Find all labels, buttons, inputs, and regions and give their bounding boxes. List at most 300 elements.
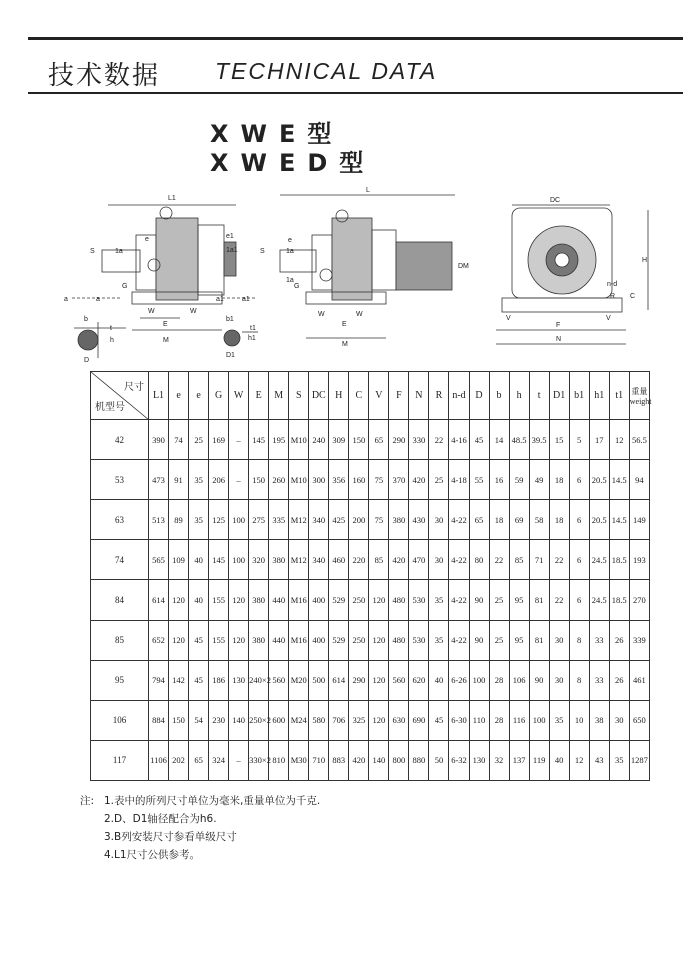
table-cell: 529 — [329, 620, 349, 660]
column-header: n-d — [449, 372, 469, 420]
table-cell: 54 — [189, 700, 209, 740]
table-cell: 25 — [429, 460, 449, 500]
table-cell: M20 — [289, 660, 309, 700]
table-cell: 40 — [189, 540, 209, 580]
table-row — [91, 540, 650, 580]
note-item: 1.表中的所列尺寸单位为毫米,重量单位为千克. — [104, 795, 321, 807]
model-number-cell: 117 — [91, 740, 149, 780]
svg-text:S: S — [260, 248, 265, 255]
model-number-cell: 106 — [91, 700, 149, 740]
table-cell: 65 — [369, 420, 389, 460]
table-cell: 500 — [309, 660, 329, 700]
table-cell: 69 — [509, 500, 529, 540]
table-cell: 6-26 — [449, 660, 469, 700]
table-cell: 150 — [349, 420, 369, 460]
table-cell: 155 — [209, 620, 229, 660]
table-cell: 390 — [149, 420, 169, 460]
svg-text:n-d: n-d — [607, 281, 618, 288]
table-cell: 22 — [549, 540, 569, 580]
table-cell: 145 — [249, 420, 269, 460]
table-cell: 119 — [529, 740, 549, 780]
table-cell: 145 — [209, 540, 229, 580]
table-cell: 400 — [309, 620, 329, 660]
table-cell: 45 — [189, 660, 209, 700]
table-cell: 800 — [389, 740, 409, 780]
note-item: 2.D、D1轴径配合为h6. — [104, 813, 217, 825]
table-cell: 140 — [369, 740, 389, 780]
table-cell: 6-30 — [449, 700, 469, 740]
table-cell: 6 — [569, 540, 589, 580]
table-cell: 430 — [409, 500, 429, 540]
table-cell: 160 — [349, 460, 369, 500]
table-cell: 335 — [269, 500, 289, 540]
table-cell: – — [229, 740, 249, 780]
table-cell: 150 — [249, 460, 269, 500]
model-number-cell: 85 — [91, 620, 149, 660]
model-number-cell: 84 — [91, 580, 149, 620]
table-cell: 440 — [269, 580, 289, 620]
svg-text:W: W — [190, 308, 197, 315]
column-header: N — [409, 372, 429, 420]
drawing-xwed-side-view — [280, 195, 455, 338]
table-cell: 32 — [489, 740, 509, 780]
header-title-cn: 技术数据 — [48, 61, 161, 91]
table-cell: 340 — [309, 540, 329, 580]
table-cell: 39.5 — [529, 420, 549, 460]
table-cell: 250×2 — [249, 700, 269, 740]
table-cell: 270 — [629, 580, 649, 620]
table-row — [91, 740, 650, 780]
table-cell: 55 — [469, 460, 489, 500]
svg-text:DM: DM — [458, 263, 469, 270]
table-cell: 50 — [429, 740, 449, 780]
svg-text:D: D — [84, 357, 90, 364]
table-cell: 81 — [529, 620, 549, 660]
table-cell: 560 — [269, 660, 289, 700]
table-cell: 45 — [189, 620, 209, 660]
table-cell: 380 — [249, 620, 269, 660]
svg-text:E: E — [163, 321, 168, 328]
table-cell: 90 — [469, 620, 489, 660]
table-cell: 38 — [589, 700, 609, 740]
table-cell: 45 — [469, 420, 489, 460]
svg-text:t1: t1 — [250, 325, 256, 332]
table-cell: 320 — [249, 540, 269, 580]
table-cell: 120 — [229, 620, 249, 660]
table-cell: 120 — [229, 580, 249, 620]
table-cell: 1106 — [149, 740, 169, 780]
table-cell: 35 — [429, 620, 449, 660]
table-cell: 33 — [589, 660, 609, 700]
column-header: t1 — [609, 372, 629, 420]
svg-text:M: M — [342, 341, 348, 348]
svg-text:1a: 1a — [286, 248, 294, 255]
table-cell: 6 — [569, 500, 589, 540]
table-cell: 330×2 — [249, 740, 269, 780]
table-cell: 650 — [629, 700, 649, 740]
table-cell: 195 — [269, 420, 289, 460]
table-cell: 4-16 — [449, 420, 469, 460]
table-cell: 380 — [389, 500, 409, 540]
table-cell: 4-18 — [449, 460, 469, 500]
svg-text:e1: e1 — [226, 233, 234, 240]
svg-text:V: V — [606, 315, 611, 322]
table-cell: 58 — [529, 500, 549, 540]
column-header: D1 — [549, 372, 569, 420]
notes-prefix: 注: — [80, 795, 95, 807]
table-cell: 600 — [269, 700, 289, 740]
table-cell: 59 — [509, 460, 529, 500]
table-cell: 110 — [469, 700, 489, 740]
table-cell: 16 — [489, 460, 509, 500]
technical-drawings — [50, 180, 670, 365]
table-cell: 43 — [589, 740, 609, 780]
table-cell: 14.5 — [609, 500, 629, 540]
svg-text:h1: h1 — [248, 335, 256, 342]
table-cell: 74 — [169, 420, 189, 460]
svg-text:1a1: 1a1 — [226, 247, 238, 254]
table-cell: 15 — [549, 420, 569, 460]
table-row — [91, 580, 650, 620]
table-cell: M10 — [289, 460, 309, 500]
table-cell: 6 — [569, 580, 589, 620]
column-header: e — [189, 372, 209, 420]
table-cell: 370 — [389, 460, 409, 500]
table-cell: 513 — [149, 500, 169, 540]
table-cell: 461 — [629, 660, 649, 700]
table-cell: 130 — [229, 660, 249, 700]
table-cell: 325 — [349, 700, 369, 740]
table-cell: 18 — [489, 500, 509, 540]
table-cell: 652 — [149, 620, 169, 660]
table-cell: 116 — [509, 700, 529, 740]
table-cell: 30 — [429, 540, 449, 580]
column-header: G — [209, 372, 229, 420]
table-cell: 18.5 — [609, 540, 629, 580]
column-header: C — [349, 372, 369, 420]
table-cell: 94 — [629, 460, 649, 500]
table-cell: – — [229, 420, 249, 460]
column-header: E — [249, 372, 269, 420]
table-cell: 356 — [329, 460, 349, 500]
table-cell: 35 — [189, 500, 209, 540]
table-cell: 100 — [529, 700, 549, 740]
table-row — [91, 700, 650, 740]
table-cell: 330 — [409, 420, 429, 460]
table-cell: 18.5 — [609, 580, 629, 620]
table-cell: 794 — [149, 660, 169, 700]
column-header-weight: 重量 weight — [629, 372, 649, 420]
table-cell: 290 — [349, 660, 369, 700]
column-header: b — [489, 372, 509, 420]
table-cell: 8 — [569, 620, 589, 660]
table-cell: 565 — [149, 540, 169, 580]
table-cell: 202 — [169, 740, 189, 780]
column-header: L1 — [149, 372, 169, 420]
svg-text:W: W — [148, 308, 155, 315]
table-cell: 26 — [609, 660, 629, 700]
svg-text:W: W — [318, 311, 325, 318]
table-cell: 1287 — [629, 740, 649, 780]
table-cell: 420 — [349, 740, 369, 780]
table-cell: 420 — [389, 540, 409, 580]
table-cell: 85 — [369, 540, 389, 580]
svg-text:1a: 1a — [286, 277, 294, 284]
svg-text:S: S — [90, 248, 95, 255]
table-cell: 35 — [549, 700, 569, 740]
table-cell: 186 — [209, 660, 229, 700]
table-cell: 400 — [309, 580, 329, 620]
table-cell: 440 — [269, 620, 289, 660]
table-cell: 65 — [469, 500, 489, 540]
svg-text:W: W — [356, 311, 363, 318]
table-cell: 250 — [349, 580, 369, 620]
column-header: DC — [309, 372, 329, 420]
table-cell: 22 — [489, 540, 509, 580]
svg-text:G: G — [294, 283, 300, 290]
table-cell: 480 — [389, 580, 409, 620]
table-cell: M16 — [289, 580, 309, 620]
column-header: e — [169, 372, 189, 420]
table-cell: – — [229, 460, 249, 500]
table-cell: 339 — [629, 620, 649, 660]
table-cell: 240 — [309, 420, 329, 460]
table-cell: 81 — [529, 580, 549, 620]
svg-text:H: H — [642, 257, 648, 264]
drawing-front-view — [496, 205, 648, 344]
table-cell: 71 — [529, 540, 549, 580]
table-cell: 25 — [489, 620, 509, 660]
table-cell: 420 — [409, 460, 429, 500]
corner-cell — [91, 372, 149, 420]
svg-text:e: e — [145, 236, 149, 243]
table-cell: 580 — [309, 700, 329, 740]
table-cell: 137 — [509, 740, 529, 780]
table-cell: 149 — [629, 500, 649, 540]
header-rule — [28, 92, 683, 94]
table-cell: 260 — [269, 460, 289, 500]
table-cell: 480 — [389, 620, 409, 660]
table-cell: 18 — [549, 460, 569, 500]
table-cell: 884 — [149, 700, 169, 740]
notes-list — [104, 792, 320, 864]
svg-text:D1: D1 — [226, 352, 235, 359]
table-cell: 614 — [329, 660, 349, 700]
table-cell: 240×2 — [249, 660, 269, 700]
table-cell: 200 — [349, 500, 369, 540]
table-cell: 45 — [429, 700, 449, 740]
table-cell: 614 — [149, 580, 169, 620]
corner-top-label: 尺寸 — [124, 382, 144, 393]
column-header: D — [469, 372, 489, 420]
table-cell: 30 — [549, 620, 569, 660]
table-cell: 95 — [509, 580, 529, 620]
table-cell: 85 — [509, 540, 529, 580]
column-header: S — [289, 372, 309, 420]
table-cell: 529 — [329, 580, 349, 620]
svg-text:a: a — [96, 296, 100, 303]
table-cell: M30 — [289, 740, 309, 780]
table-cell: 193 — [629, 540, 649, 580]
table-cell: 30 — [609, 700, 629, 740]
column-header: F — [389, 372, 409, 420]
table-cell: 155 — [209, 580, 229, 620]
table-cell: 25 — [489, 580, 509, 620]
table-cell: 22 — [549, 580, 569, 620]
table-cell: M10 — [289, 420, 309, 460]
table-row — [91, 500, 650, 540]
svg-text:L1: L1 — [168, 195, 176, 202]
svg-text:F: F — [556, 322, 561, 329]
model-title-2: XWED型 — [210, 149, 376, 177]
table-cell: 380 — [249, 580, 269, 620]
table-row — [91, 660, 650, 700]
svg-text:b: b — [84, 316, 88, 323]
table-cell: 4-22 — [449, 580, 469, 620]
table-cell: 14 — [489, 420, 509, 460]
table-cell: 530 — [409, 580, 429, 620]
table-cell: 90 — [469, 580, 489, 620]
table-cell: 810 — [269, 740, 289, 780]
table-cell: 230 — [209, 700, 229, 740]
model-number-cell: 74 — [91, 540, 149, 580]
table-cell: 530 — [409, 620, 429, 660]
table-cell: 380 — [269, 540, 289, 580]
table-cell: 6-32 — [449, 740, 469, 780]
table-cell: 120 — [369, 660, 389, 700]
table-cell: 6 — [569, 460, 589, 500]
column-header: V — [369, 372, 389, 420]
table-cell: 65 — [189, 740, 209, 780]
table-cell: 690 — [409, 700, 429, 740]
drawing-xwe-side-view — [72, 205, 258, 358]
svg-text:a: a — [64, 296, 68, 303]
note-item: 4.L1尺寸公供参考。 — [104, 849, 201, 861]
table-cell: 4-22 — [449, 620, 469, 660]
table-cell: 48.5 — [509, 420, 529, 460]
table-cell: 40 — [429, 660, 449, 700]
corner-bottom-label: 机型号 — [95, 402, 125, 413]
table-cell: 120 — [369, 700, 389, 740]
column-header: t — [529, 372, 549, 420]
table-cell: 24.5 — [589, 580, 609, 620]
table-cell: 33 — [589, 620, 609, 660]
table-cell: 710 — [309, 740, 329, 780]
svg-text:R: R — [610, 293, 616, 300]
table-cell: 300 — [309, 460, 329, 500]
table-cell: 35 — [189, 460, 209, 500]
table-row — [91, 620, 650, 660]
table-cell: 340 — [309, 500, 329, 540]
column-header: W — [229, 372, 249, 420]
table-body — [91, 420, 650, 781]
model-number-cell: 63 — [91, 500, 149, 540]
table-cell: M12 — [289, 540, 309, 580]
table-cell: 12 — [569, 740, 589, 780]
table-header-row — [91, 372, 650, 420]
model-number-cell: 53 — [91, 460, 149, 500]
table-cell: 20.5 — [589, 460, 609, 500]
table-cell: 100 — [229, 500, 249, 540]
table-cell: 49 — [529, 460, 549, 500]
table-cell: 560 — [389, 660, 409, 700]
table-cell: 91 — [169, 460, 189, 500]
svg-text:E: E — [342, 321, 347, 328]
column-header: h — [509, 372, 529, 420]
table-cell: 30 — [549, 660, 569, 700]
table-cell: 24.5 — [589, 540, 609, 580]
table-cell: 26 — [609, 620, 629, 660]
svg-text:h: h — [110, 337, 114, 344]
svg-text:G: G — [122, 283, 128, 290]
table-cell: 120 — [169, 620, 189, 660]
table-cell: 275 — [249, 500, 269, 540]
table-cell: 40 — [549, 740, 569, 780]
svg-text:M: M — [163, 337, 169, 344]
table-cell: 25 — [189, 420, 209, 460]
table-cell: 95 — [509, 620, 529, 660]
svg-text:L: L — [366, 187, 370, 194]
table-cell: 324 — [209, 740, 229, 780]
table-cell: 28 — [489, 660, 509, 700]
table-cell: 120 — [169, 580, 189, 620]
table-cell: 100 — [469, 660, 489, 700]
table-cell: 22 — [429, 420, 449, 460]
table-cell: 14.5 — [609, 460, 629, 500]
table-cell: 620 — [409, 660, 429, 700]
table-cell: 12 — [609, 420, 629, 460]
table-cell: 106 — [509, 660, 529, 700]
table-cell: M16 — [289, 620, 309, 660]
svg-text:a1: a1 — [242, 296, 250, 303]
table-cell: 150 — [169, 700, 189, 740]
column-header: H — [329, 372, 349, 420]
table-cell: 206 — [209, 460, 229, 500]
table-cell: M24 — [289, 700, 309, 740]
model-number-cell: 42 — [91, 420, 149, 460]
table-cell: 290 — [389, 420, 409, 460]
table-cell: 89 — [169, 500, 189, 540]
table-cell: 109 — [169, 540, 189, 580]
model-number-cell: 95 — [91, 660, 149, 700]
table-cell: 40 — [189, 580, 209, 620]
table-row — [91, 420, 650, 460]
table-cell: 140 — [229, 700, 249, 740]
table-cell: 5 — [569, 420, 589, 460]
column-header: b1 — [569, 372, 589, 420]
table-cell: 28 — [489, 700, 509, 740]
table-cell: 75 — [369, 460, 389, 500]
table-cell: 120 — [369, 620, 389, 660]
table-cell: 883 — [329, 740, 349, 780]
table-cell: 100 — [229, 540, 249, 580]
table-cell: 18 — [549, 500, 569, 540]
table-cell: 125 — [209, 500, 229, 540]
table-cell: 4-22 — [449, 540, 469, 580]
table-cell: 630 — [389, 700, 409, 740]
table-cell: 90 — [529, 660, 549, 700]
table-cell: 220 — [349, 540, 369, 580]
table-cell: 10 — [569, 700, 589, 740]
note-item: 3.B列安装尺寸参看单级尺寸 — [104, 831, 237, 843]
svg-text:a1: a1 — [216, 296, 224, 303]
svg-text:C: C — [630, 293, 636, 300]
svg-text:N: N — [556, 336, 562, 343]
table-cell: 130 — [469, 740, 489, 780]
svg-text:e: e — [288, 237, 292, 244]
svg-text:b1: b1 — [226, 316, 234, 323]
table-cell: 56.5 — [629, 420, 649, 460]
